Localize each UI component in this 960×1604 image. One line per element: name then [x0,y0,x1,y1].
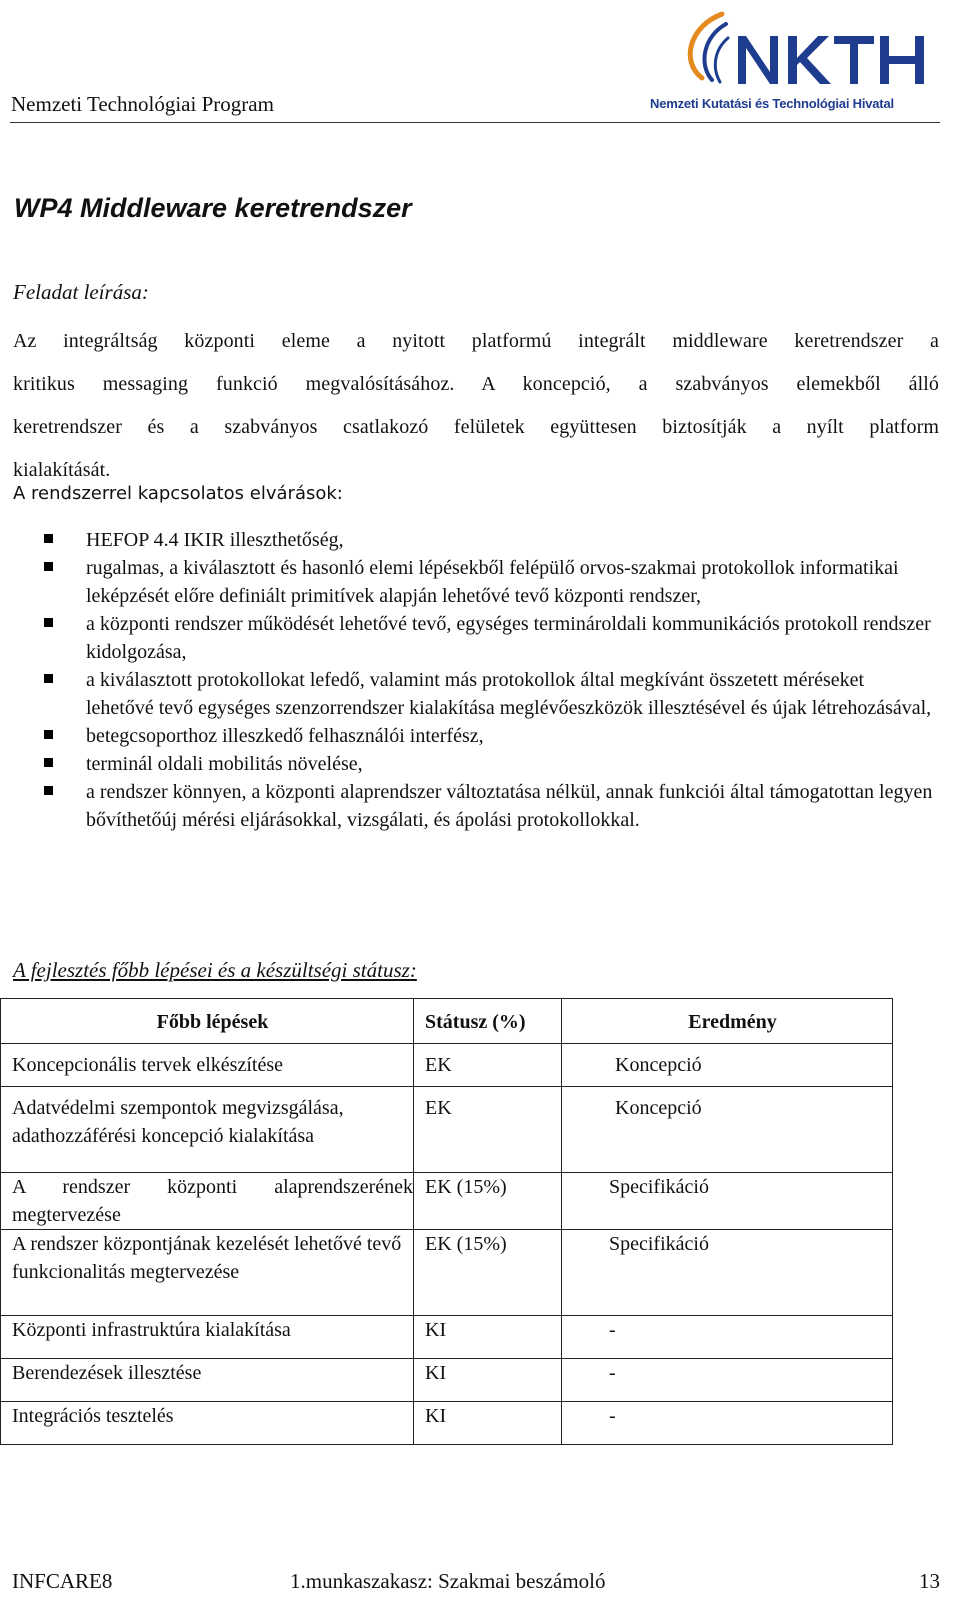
result-cell: Koncepció [562,1087,893,1173]
logo-institution-name: Nemzeti Kutatási és Technológiai Hivatal [650,96,894,111]
step-cell: A rendszer központjának kezelését lehetővé tevő funkcionalitás megtervezése [1,1230,414,1316]
list-item: betegcsoporthoz illeszkedő felhasználói interfész, [44,722,934,750]
status-cell: EK [414,1087,562,1173]
task-heading: Feladat leírása: [13,280,149,304]
status-cell: EK (15%) [414,1230,562,1316]
result-cell: - [562,1359,893,1402]
table-row [1,1316,893,1359]
step-cell: Adatvédelmi szempontok megvizsgálása, adathozzáférési koncepció kialakítása [1,1087,414,1173]
column-header-steps: Főbb lépések [1,999,414,1044]
column-header-status: Státusz (%) [414,999,562,1044]
column-header-result: Eredmény [562,999,893,1044]
bullet-icon [44,674,53,683]
table-row [1,1087,893,1173]
footer-report-title: 1.munkaszakasz: Szakmai beszámoló [290,1569,606,1593]
result-cell: Koncepció [562,1044,893,1087]
step-cell: A rendszer központi alaprendszerének megtervezése [1,1173,414,1230]
requirements-list [44,526,934,834]
bullet-icon [44,534,53,543]
description-line: keretrendszer és a szabványos csatlakozó felületek együttesen biztosítják a nyílt platform [13,416,939,438]
table-row [1,1402,893,1445]
nkth-logo [650,6,950,116]
header-divider [10,122,940,123]
task-description [13,320,939,492]
header-program-name: Nemzeti Technológiai Program [11,92,274,116]
result-cell: Specifikáció [562,1173,893,1230]
step-cell: Koncepcionális tervek elkészítése [1,1044,414,1087]
list-item: HEFOP 4.4 IKIR illeszthetőség, [44,526,934,554]
status-heading: A fejlesztés főbb lépései és a készültségi státusz: [13,958,417,982]
table-row [1,1230,893,1316]
list-item: a kiválasztott protokollokat lefedő, valamint más protokollok által megkívánt összetett méréseket lehetővé tevő egységes szenzorrendszer kialakítása meglévőeszközök illesztésével és újak létrehozásával, [44,666,934,722]
requirements-heading: A rendszerrel kapcsolatos elvárások: [13,483,343,504]
page-title: WP4 Middleware keretrendszer [14,193,412,223]
step-cell: Központi infrastruktúra kialakítása [1,1316,414,1359]
step-cell: Integrációs tesztelés [1,1402,414,1445]
status-table [0,998,893,1445]
status-cell: KI [414,1359,562,1402]
footer-page-number: 13 [919,1569,940,1593]
status-cell: KI [414,1316,562,1359]
description-line: kialakítását. [13,459,111,481]
result-cell: Specifikáció [562,1230,893,1316]
list-item: a központi rendszer működését lehetővé tevő, egységes terminároldali kommunikációs protokoll rendszer kidolgozása, [44,610,934,666]
list-item: terminál oldali mobilitás növelése, [44,750,934,778]
table-row [1,1044,893,1087]
footer-project-code: INFCARE8 [12,1569,113,1593]
table-row [1,1359,893,1402]
description-line: Az integráltság központi eleme a nyitott platformú integrált middleware keretrendszer a [13,330,939,352]
bullet-icon [44,562,53,571]
table-row [1,1173,893,1230]
list-item: a rendszer könnyen, a központi alaprendszer változtatása nélkül, annak funkciói által támogatottan legyen bővíthetőúj mérési eljárásokkal, vizsgálati, és ápolási protokollokkal. [44,778,934,834]
result-cell: - [562,1316,893,1359]
description-line: kritikus messaging funkció megvalósításához. A koncepció, a szabványos elemekből álló [13,373,939,395]
bullet-icon [44,758,53,767]
table-header-row [1,999,893,1044]
step-cell: Berendezések illesztése [1,1359,414,1402]
bullet-icon [44,786,53,795]
status-cell: KI [414,1402,562,1445]
status-cell: EK (15%) [414,1173,562,1230]
status-cell: EK [414,1044,562,1087]
result-cell: - [562,1402,893,1445]
bullet-icon [44,618,53,627]
bullet-icon [44,730,53,739]
list-item: rugalmas, a kiválasztott és hasonló elemi lépésekből felépülő orvos-szakmai protokollok informatikai leképzését előre definiált primitívek alapján lehetővé tevő központi rendszer, [44,554,934,610]
